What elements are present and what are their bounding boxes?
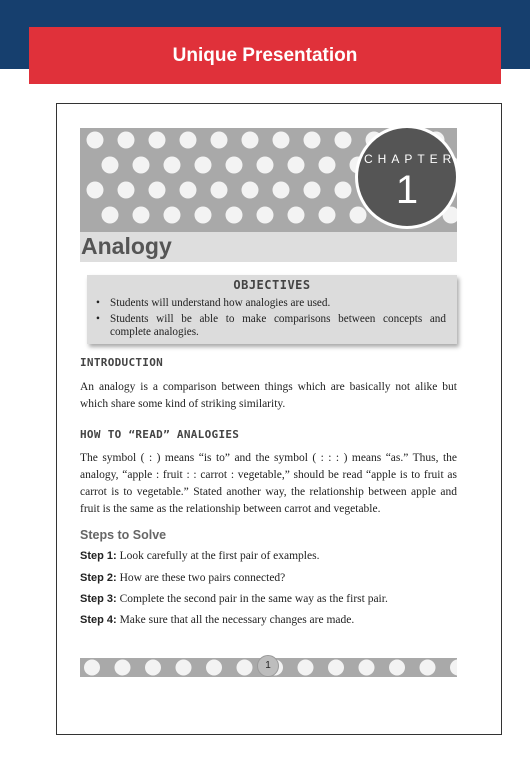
step-text: How are these two pairs connected? [119,572,286,584]
step-row [80,592,460,606]
step-text: Look carefully at the first pair of examples. [119,550,320,562]
pattern-dot [328,660,344,676]
chapter-title-bar [80,232,457,262]
pattern-dot [145,660,161,676]
objectives-box [87,275,457,344]
chapter-badge [355,125,459,229]
introduction-heading: INTRODUCTION [80,356,164,369]
pattern-dot [319,157,336,174]
page-number: 1 [257,655,279,677]
pattern-dot [102,157,119,174]
pattern-dot [176,660,192,676]
pattern-dot [288,157,305,174]
how-to-read-heading: HOW TO “READ” ANALOGIES [80,428,240,441]
pattern-dot [195,157,212,174]
pattern-dot [273,182,290,199]
chapter-title: Analogy [81,233,172,259]
pattern-dot [335,132,352,149]
chapter-label: CHAPTER [364,152,457,166]
introduction-text: An analogy is a comparison between things which are basically not alike but which share some kind of striking similarity. [80,381,457,410]
pattern-dot [304,182,321,199]
step-row [80,549,460,563]
pattern-dot [237,660,253,676]
pattern-dot [84,660,100,676]
step-row [80,613,460,627]
step-label: Step 3: [80,593,117,605]
pattern-dot [257,207,274,224]
step-text: Complete the second pair in the same way as the first pair. [119,593,388,605]
pattern-dot [304,132,321,149]
pattern-dot [288,207,305,224]
objectives-list [94,297,446,342]
pattern-dot [180,132,197,149]
pattern-dot [149,182,166,199]
chapter-number: 1 [395,168,419,212]
objective-item: • Students will understand how analogies are used. [94,297,446,310]
pattern-dot [102,207,119,224]
pattern-dot [298,660,314,676]
step-label: Step 2: [80,572,117,584]
pattern-dot [180,182,197,199]
pattern-dot [226,207,243,224]
pattern-dot [211,132,228,149]
pattern-dot [133,157,150,174]
objective-item: • Students will be able to make comparisons between concepts and complete analogies. [94,313,446,339]
banner-title: Unique Presentation [172,44,358,66]
step-label: Step 4: [80,614,117,626]
objectives-heading: OBJECTIVES [233,278,311,292]
pattern-dot [87,132,104,149]
pattern-dot [133,207,150,224]
pattern-dot [226,157,243,174]
pattern-dot [164,157,181,174]
step-label: Step 1: [80,550,117,562]
pattern-dot [87,182,104,199]
pattern-dot [118,132,135,149]
pattern-dot [211,182,228,199]
pattern-dot [319,207,336,224]
pattern-dot [420,660,436,676]
pattern-dot [389,660,405,676]
pattern-dot [149,132,166,149]
presentation-banner [29,27,501,84]
pattern-dot [242,132,259,149]
pattern-dot [206,660,222,676]
pattern-dot [273,132,290,149]
pattern-dot [115,660,131,676]
pattern-dot [164,207,181,224]
pattern-dot [257,157,274,174]
how-to-read-text: The symbol ( : ) means “is to” and the symbol ( : : : ) means “as.” Thus, the analogy, “apple : fruit : : carrot : vegetable,” should be read “apple is to fruit as carrot is to vegetable.” Stated another way, the relationship between apple and fruit is the same as the relationship between carrot and vegetable. [80,452,457,515]
step-text: Make sure that all the necessary changes are made. [119,614,355,626]
pattern-dot [195,207,212,224]
pattern-dot [359,660,375,676]
step-row [80,571,460,585]
pattern-dot [118,182,135,199]
steps-heading: Steps to Solve [80,528,167,542]
pattern-dot [335,182,352,199]
pattern-dot [242,182,259,199]
